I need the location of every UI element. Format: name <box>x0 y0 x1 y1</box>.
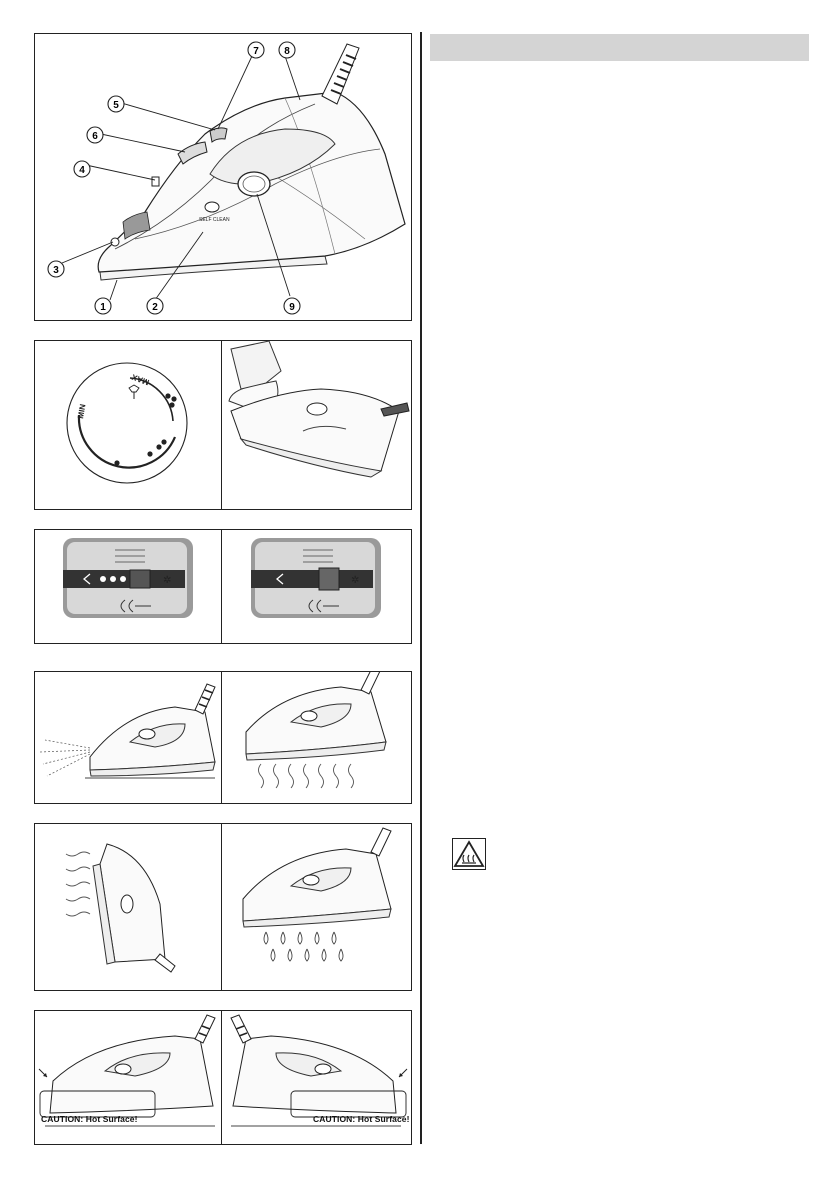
caution-figure-left <box>35 1011 222 1144</box>
self-clean-label: SELF CLEAN <box>199 217 230 223</box>
caution-caption-right: CAUTION: Hot Surface! <box>313 1114 410 1124</box>
hot-surface-warning-icon <box>452 838 486 870</box>
caution-figure-right <box>221 1011 411 1144</box>
steam-slider-closeup-left <box>35 530 222 643</box>
dial-min-label: MIN <box>76 403 88 420</box>
column-divider <box>420 32 422 1144</box>
dial-max-label: MAX <box>130 372 151 387</box>
vertical-steam-panel <box>34 823 412 991</box>
caution-panel <box>34 1010 412 1145</box>
steam-figure <box>221 672 411 803</box>
callout-7: 7 <box>253 46 259 57</box>
iron-parts-diagram <box>34 33 412 321</box>
steam-control-panel <box>34 529 412 644</box>
section-header-bar <box>430 34 809 61</box>
callout-9: 9 <box>289 302 295 313</box>
iron-parts-drawing <box>35 34 411 320</box>
svg-text:✲: ✲ <box>163 575 172 586</box>
callout-4: 4 <box>79 165 85 176</box>
svg-text:✲: ✲ <box>351 575 360 586</box>
vertical-steam-figure <box>35 824 222 990</box>
callout-2: 2 <box>152 302 158 313</box>
dial-and-filling-panel <box>34 340 412 510</box>
spray-and-steam-panel <box>34 671 412 804</box>
steam-burst-figure <box>221 824 411 990</box>
caution-caption-left: CAUTION: Hot Surface! <box>41 1114 138 1124</box>
callout-1: 1 <box>100 302 106 313</box>
callout-6: 6 <box>92 131 98 142</box>
temperature-dial-figure <box>35 341 222 509</box>
steam-slider-closeup-right <box>221 530 411 643</box>
callout-3: 3 <box>53 265 59 276</box>
callout-5: 5 <box>113 100 119 111</box>
callout-8: 8 <box>284 46 290 57</box>
filling-water-figure <box>221 341 411 509</box>
spray-figure <box>35 672 222 803</box>
